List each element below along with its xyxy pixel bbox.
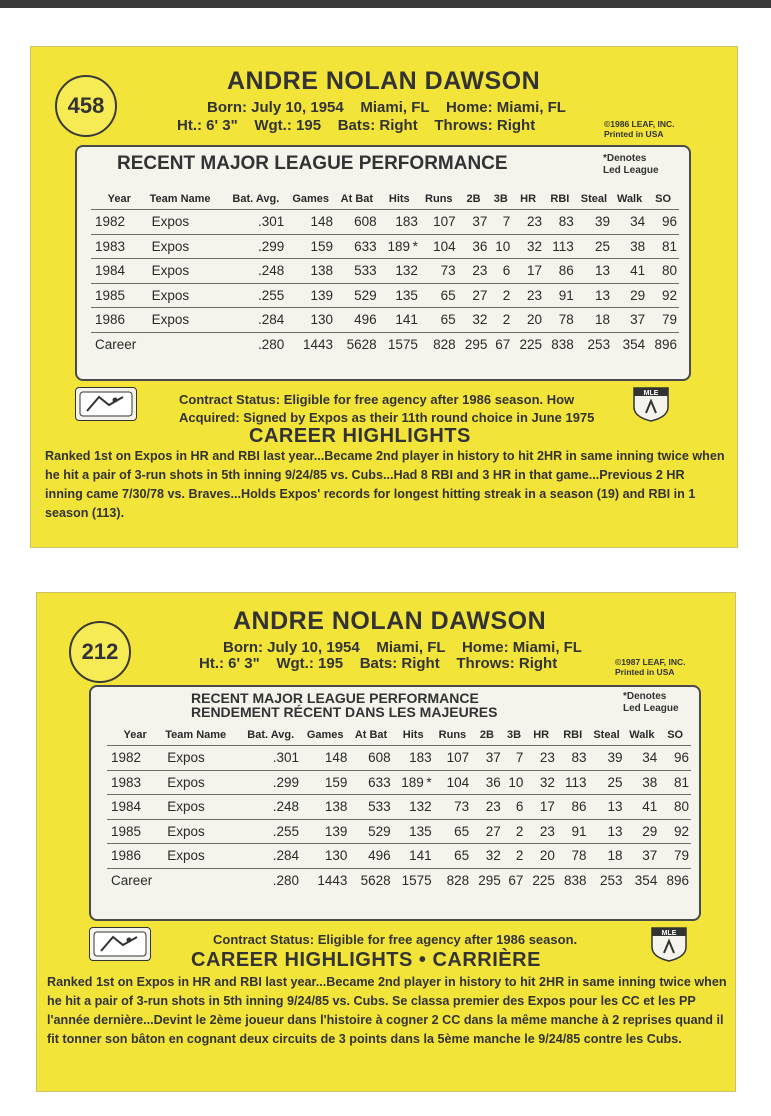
stat-cell: 34: [612, 210, 647, 235]
bio-line-2: Ht.: 6' 3" Wgt.: 195 Bats: Right Throws: Right: [199, 655, 558, 672]
stat-cell: 73: [420, 259, 458, 284]
panel-title: RECENT MAJOR LEAGUE PERFORMANCE: [117, 153, 508, 174]
stat-cell: 1984: [91, 259, 148, 284]
stat-cell: 529: [349, 819, 392, 844]
stat-cell: 113: [557, 770, 589, 795]
stat-cell: Career: [91, 332, 148, 357]
stat-cell: 159: [301, 770, 349, 795]
column-header: RBI: [550, 193, 570, 205]
player-name: ANDRE NOLAN DAWSON: [227, 67, 541, 95]
stat-cell: 41: [625, 795, 660, 820]
stat-cell: 73: [434, 795, 471, 820]
stats-table: [91, 193, 679, 357]
stat-cell: 17: [512, 259, 544, 284]
copyright-block: [615, 657, 686, 677]
stat-cell: 23: [525, 819, 557, 844]
mle-text: MLE: [661, 930, 677, 937]
column-header: Year: [123, 729, 147, 741]
stat-cell: 17: [525, 795, 557, 820]
stat-cell: 86: [557, 795, 589, 820]
stat-cell: 1575: [379, 332, 420, 357]
stat-cell: 130: [286, 308, 335, 333]
stat-cell: 6: [503, 795, 526, 820]
player-name: ANDRE NOLAN DAWSON: [233, 607, 547, 635]
note-line-2: Led League: [603, 165, 659, 176]
column-header: 3B: [507, 729, 522, 741]
stat-cell: Expos: [163, 770, 240, 795]
stat-cell: 92: [659, 819, 691, 844]
stat-cell: 29: [612, 283, 647, 308]
column-header: SO: [667, 729, 684, 741]
stat-cell: 67: [489, 332, 512, 357]
column-header: HR: [533, 729, 550, 741]
stat-cell: 113: [544, 234, 576, 259]
stat-cell: 1984: [107, 795, 163, 820]
stat-cell: 2: [503, 844, 526, 869]
bio-line-1: Born: July 10, 1954 Miami, FL Home: Miami, FL: [223, 639, 582, 656]
stat-cell: Expos: [148, 283, 226, 308]
stat-cell: 148: [286, 210, 335, 235]
season-row: [91, 283, 679, 308]
mle-shield-icon: [631, 385, 671, 423]
note-line-1: *Denotes: [623, 691, 667, 702]
mlb-logo: [89, 927, 151, 961]
stat-cell: 37: [458, 210, 490, 235]
stat-cell: Expos: [148, 234, 226, 259]
stat-cell: 896: [647, 332, 679, 357]
stat-cell: Expos: [163, 819, 240, 844]
stat-cell: 2: [489, 283, 512, 308]
stat-cell: .248: [225, 259, 286, 284]
stat-cell: 130: [301, 844, 349, 869]
stat-cell: 36: [471, 770, 503, 795]
stat-cell: 183: [379, 210, 420, 235]
led-league-note: [623, 691, 679, 715]
stat-cell: 1986: [107, 844, 163, 869]
stat-cell: 139: [286, 283, 335, 308]
season-row: [91, 234, 679, 259]
stat-cell: 10: [489, 234, 512, 259]
copyright-text: ©1986 LEAF, INC.: [604, 119, 675, 129]
stat-cell: 132: [379, 259, 420, 284]
stat-cell: 148: [301, 746, 349, 771]
note-line-1: *Denotes: [603, 153, 647, 164]
stat-cell: 141: [393, 844, 434, 869]
card-number-badge: [69, 621, 131, 683]
mlb-logo-icon: [79, 391, 133, 417]
stat-cell: 65: [434, 819, 471, 844]
stat-cell: 1443: [286, 332, 335, 357]
stat-cell: 13: [588, 819, 624, 844]
stat-cell: 1985: [91, 283, 148, 308]
stat-cell: 1575: [393, 868, 434, 893]
stat-cell: 91: [557, 819, 589, 844]
column-header: 2B: [466, 193, 481, 205]
mle-shield-icon: [649, 925, 689, 963]
stat-cell: 896: [659, 868, 691, 893]
stat-cell: 81: [659, 770, 691, 795]
stat-cell: 295: [458, 332, 490, 357]
card-number: 458: [67, 93, 105, 118]
stat-cell: 65: [434, 844, 471, 869]
mlb-logo-icon: [93, 931, 147, 957]
stat-cell: 253: [576, 332, 612, 357]
stat-cell: 18: [588, 844, 624, 869]
column-header: RBI: [563, 729, 583, 741]
stat-cell: 23: [471, 795, 503, 820]
stat-cell: 13: [576, 259, 612, 284]
column-header: Year: [107, 193, 131, 205]
stat-cell: .255: [240, 819, 301, 844]
career-row: [107, 868, 691, 893]
stat-cell: 828: [420, 332, 458, 357]
stat-cell: 135: [393, 819, 434, 844]
column-header: At Bat: [354, 729, 388, 741]
stats-table: [107, 729, 691, 893]
stat-cell: 253: [588, 868, 624, 893]
stat-cell: 20: [525, 844, 557, 869]
stat-cell: 1443: [301, 868, 349, 893]
stat-cell: Expos: [148, 308, 226, 333]
stat-cell: 496: [349, 844, 392, 869]
panel-title: [191, 691, 497, 719]
stat-cell: 96: [659, 746, 691, 771]
contract-line-2: Acquired: Signed by Expos as their 11th round choice in June 1975: [179, 410, 595, 425]
column-header: Steal: [593, 729, 620, 741]
contract-line-1: Contract Status: Eligible for free agency after 1986 season. How: [179, 392, 575, 407]
stat-cell: 80: [647, 259, 679, 284]
stat-cell: 6: [489, 259, 512, 284]
stat-cell: 135: [379, 283, 420, 308]
stat-cell: 38: [612, 234, 647, 259]
column-header: Team Name: [165, 729, 227, 741]
stat-cell: 633: [335, 234, 379, 259]
column-header: Team Name: [149, 193, 211, 205]
stat-cell: 39: [576, 210, 612, 235]
stat-cell: 1986: [91, 308, 148, 333]
stat-cell: 496: [335, 308, 379, 333]
card-back-1987: [36, 592, 736, 1092]
stat-cell: 838: [544, 332, 576, 357]
stats-panel: [89, 685, 701, 921]
stat-cell: 32: [458, 308, 490, 333]
stat-cell: 96: [647, 210, 679, 235]
stat-cell: 189 *: [379, 234, 420, 259]
stat-cell: 1982: [107, 746, 163, 771]
stat-cell: 25: [588, 770, 624, 795]
stat-cell: .284: [240, 844, 301, 869]
column-header: Bat. Avg.: [247, 729, 295, 741]
stat-cell: 41: [612, 259, 647, 284]
stat-cell: 533: [349, 795, 392, 820]
stat-cell: 2: [503, 819, 526, 844]
stat-cell: 1985: [107, 819, 163, 844]
season-row: [91, 210, 679, 235]
stat-cell: 138: [301, 795, 349, 820]
stat-cell: 91: [544, 283, 576, 308]
stat-cell: 92: [647, 283, 679, 308]
stat-cell: Expos: [163, 795, 240, 820]
stat-cell: 1983: [91, 234, 148, 259]
stat-cell: 39: [588, 746, 624, 771]
stat-cell: 139: [301, 819, 349, 844]
stat-cell: 78: [544, 308, 576, 333]
highlights-title: CAREER HIGHLIGHTS: [249, 425, 471, 447]
panel-title-fr: RENDEMENT RÉCENT DANS LES MAJEURES: [191, 704, 498, 720]
contract-status: Contract Status: Eligible for free agency after 1986 season.: [213, 932, 578, 947]
season-row: [107, 844, 691, 869]
stat-cell: 2: [489, 308, 512, 333]
stat-cell: 32: [525, 770, 557, 795]
stat-cell: 354: [612, 332, 647, 357]
copyright-text: ©1987 LEAF, INC.: [615, 657, 686, 667]
stat-cell: 83: [557, 746, 589, 771]
column-header: Hits: [388, 193, 410, 205]
stat-cell: 183: [393, 746, 434, 771]
stat-cell: 86: [544, 259, 576, 284]
stat-cell: Expos: [163, 844, 240, 869]
stat-cell: .299: [225, 234, 286, 259]
stat-cell: 38: [625, 770, 660, 795]
stat-cell: Expos: [148, 259, 226, 284]
highlights-text: Ranked 1st on Expos in HR and RBI last year...Became 2nd player in history to hit 2HR in same inning twice when he hit a pair of 3-run shots in 5th inning 9/24/85 vs. Cubs...Had 8 RBI and 3 HR in that game...Previous 2 HR inning came 7/30/78 vs. Braves...Holds Expos' records for longest hitting streak in a season (19) and RBI in 1 season (113).: [45, 449, 725, 520]
card-number-badge: [55, 75, 117, 137]
stat-cell: 104: [434, 770, 471, 795]
season-row: [91, 308, 679, 333]
top-border: [0, 0, 771, 8]
stat-cell: 79: [647, 308, 679, 333]
stats-panel: [75, 145, 691, 381]
stat-cell: 37: [471, 746, 503, 771]
season-row: [107, 770, 691, 795]
mle-text: MLE: [643, 390, 659, 397]
column-header: Steal: [580, 193, 608, 205]
printed-text: Printed in USA: [615, 667, 675, 677]
stat-cell: .280: [225, 332, 286, 357]
stat-cell: 27: [471, 819, 503, 844]
season-row: [107, 746, 691, 771]
stat-cell: 13: [588, 795, 624, 820]
stat-cell: 29: [625, 819, 660, 844]
bio-line-2: Ht.: 6' 3" Wgt.: 195 Bats: Right Throws: Right: [177, 117, 536, 134]
column-header: Walk: [629, 729, 655, 741]
note-line-2: Led League: [623, 703, 679, 714]
card-number: 212: [81, 639, 119, 664]
stat-cell: 141: [379, 308, 420, 333]
stat-cell: 7: [503, 746, 526, 771]
stat-cell: 27: [458, 283, 490, 308]
stat-cell: 23: [512, 210, 544, 235]
stat-cell: 633: [349, 770, 392, 795]
stat-cell: .301: [240, 746, 301, 771]
stat-cell: 81: [647, 234, 679, 259]
stat-cell: 1982: [91, 210, 148, 235]
stat-cell: .301: [225, 210, 286, 235]
column-header: HR: [520, 193, 537, 205]
stat-cell: 78: [557, 844, 589, 869]
season-row: [107, 819, 691, 844]
stat-cell: .248: [240, 795, 301, 820]
stat-cell: 608: [335, 210, 379, 235]
stat-cell: .280: [240, 868, 301, 893]
stat-cell: 67: [503, 868, 526, 893]
stat-cell: 20: [512, 308, 544, 333]
panel-title-en: RECENT MAJOR LEAGUE PERFORMANCE: [191, 690, 479, 706]
stat-cell: 104: [420, 234, 458, 259]
highlights-title: CAREER HIGHLIGHTS • CARRIÈRE: [191, 949, 541, 971]
highlights-text: Ranked 1st on Expos in HR and RBI last year...Became 2nd player in history to hit 2HR in same inning twice when he hit a pair of 3-run shots in 5th inning 9/24/85 vs. Cubs. Se classa premier des Expos pour les CC et les PP l'année dernière...Devint le 2ème joueur dans l'histoire à cogner 2 CC dans la même manche à 2 reprises quand il fit tonner son bâton en cognant deux circuits de 3 points dans la 5ème manche le 9/24/85 contre les Cubs.: [47, 975, 727, 1046]
column-header: Games: [292, 193, 330, 205]
stat-cell: 354: [625, 868, 660, 893]
stat-cell: 79: [659, 844, 691, 869]
stat-cell: 32: [512, 234, 544, 259]
stat-cell: 23: [512, 283, 544, 308]
stat-cell: 189 *: [393, 770, 434, 795]
stat-cell: 529: [335, 283, 379, 308]
stat-cell: 32: [471, 844, 503, 869]
stat-cell: 608: [349, 746, 392, 771]
stat-cell: .255: [225, 283, 286, 308]
stat-cell: 5628: [335, 332, 379, 357]
led-league-note: [603, 153, 659, 177]
stat-cell: 107: [420, 210, 458, 235]
stat-cell: 828: [434, 868, 471, 893]
career-row: [91, 332, 679, 357]
column-header: 2B: [479, 729, 494, 741]
stat-cell: 132: [393, 795, 434, 820]
stat-cell: 65: [420, 283, 458, 308]
stat-cell: 25: [576, 234, 612, 259]
stat-cell: 23: [458, 259, 490, 284]
stat-cell: 37: [625, 844, 660, 869]
stat-cell: 533: [335, 259, 379, 284]
stat-cell: 138: [286, 259, 335, 284]
stat-cell: 7: [489, 210, 512, 235]
printed-text: Printed in USA: [604, 129, 664, 139]
stat-cell: 295: [471, 868, 503, 893]
stat-cell: [148, 332, 226, 357]
stat-cell: 65: [420, 308, 458, 333]
stat-cell: 36: [458, 234, 490, 259]
stat-cell: 80: [659, 795, 691, 820]
copyright-block: [604, 119, 675, 139]
column-header: At Bat: [340, 193, 374, 205]
stat-cell: 159: [286, 234, 335, 259]
stat-cell: 838: [557, 868, 589, 893]
contract-status: [179, 391, 594, 427]
stat-cell: 1983: [107, 770, 163, 795]
mlb-logo: [75, 387, 137, 421]
stat-cell: 107: [434, 746, 471, 771]
stat-cell: 83: [544, 210, 576, 235]
stat-cell: 23: [525, 746, 557, 771]
stat-cell: 37: [612, 308, 647, 333]
stat-cell: [163, 868, 240, 893]
season-row: [107, 795, 691, 820]
stat-cell: 5628: [349, 868, 392, 893]
stat-cell: 225: [512, 332, 544, 357]
season-row: [91, 259, 679, 284]
column-header: Runs: [438, 729, 467, 741]
stat-cell: .284: [225, 308, 286, 333]
stat-cell: .299: [240, 770, 301, 795]
column-header: 3B: [493, 193, 508, 205]
column-header: Bat. Avg.: [232, 193, 280, 205]
stat-cell: 18: [576, 308, 612, 333]
column-header: Walk: [616, 193, 643, 205]
stat-cell: 10: [503, 770, 526, 795]
card-back-1986: [30, 46, 738, 548]
column-header: SO: [655, 193, 672, 205]
stat-cell: 225: [525, 868, 557, 893]
stat-cell: 13: [576, 283, 612, 308]
stat-cell: 34: [625, 746, 660, 771]
column-header: Games: [306, 729, 344, 741]
column-header: Runs: [425, 193, 453, 205]
stat-cell: Career: [107, 868, 163, 893]
stat-cell: Expos: [148, 210, 226, 235]
bio-line-1: Born: July 10, 1954 Miami, FL Home: Miami, FL: [207, 99, 566, 116]
column-header: Hits: [402, 729, 424, 741]
stat-cell: Expos: [163, 746, 240, 771]
